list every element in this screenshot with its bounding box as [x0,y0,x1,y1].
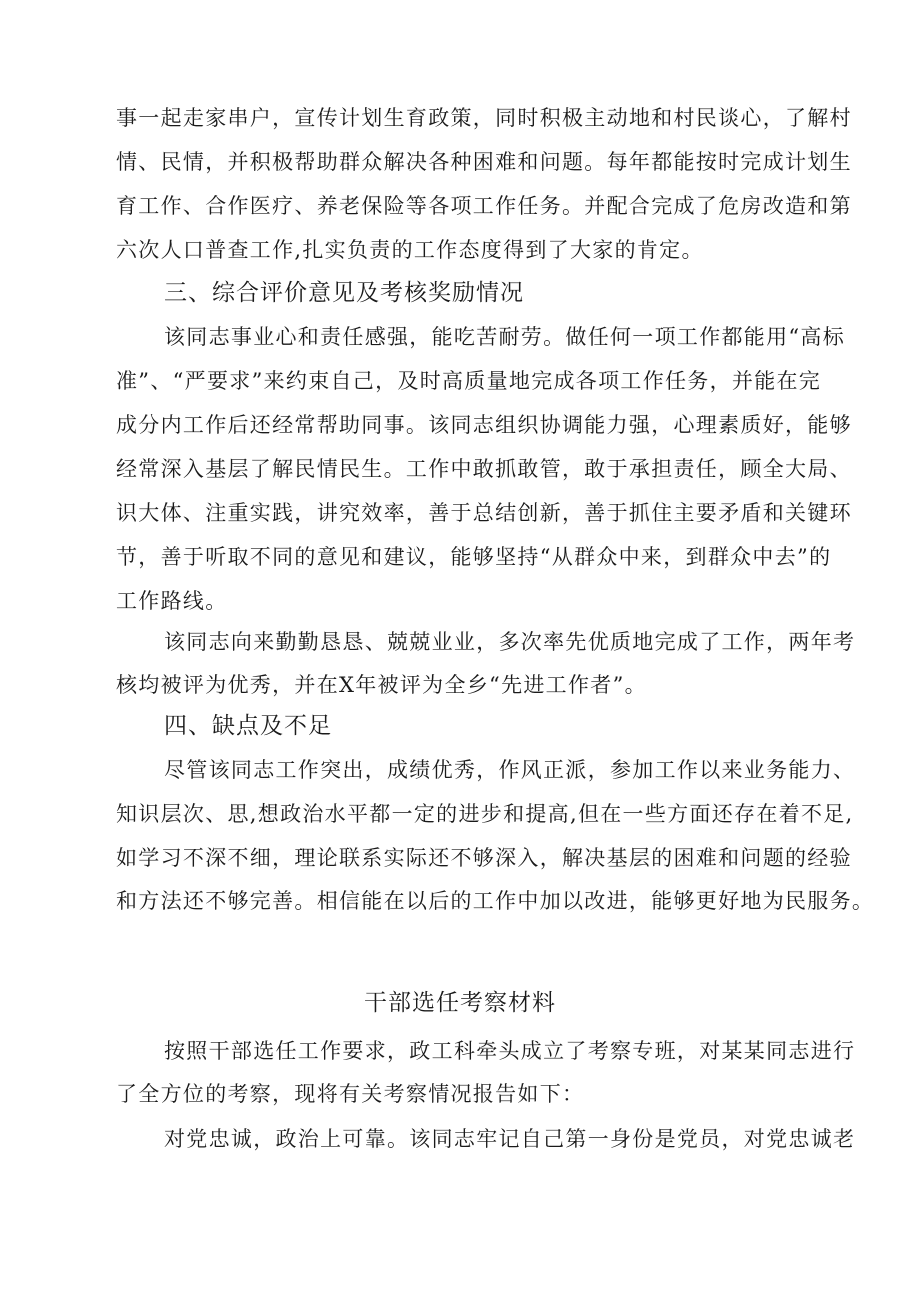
body-line: 工作路线。 [116,589,228,613]
body-line: 如学习不深不细，理论联系实际还不够深入，解决基层的困难和问题的经验 [116,846,852,870]
body-line: 尽管该同志工作突出，成绩优秀，作风正派，参加工作以来业务能力、 [164,758,856,782]
body-line: 六次人口普查工作,扎实负责的工作态度得到了大家的肯定。 [116,238,704,262]
body-line: 核均被评为优秀，并在X年被评为全乡“先进工作者”。 [116,673,647,697]
body-line: 节，善于听取不同的意见和建议，能够坚持“从群众中来，到群众中去”的 [116,545,832,569]
document-title: 干部选任考察材料 [364,990,556,1016]
body-line: 和方法还不够完善。相信能在以后的工作中加以改进，能够更好地为民服务。 [116,889,875,913]
body-line: 对党忠诚，政治上可靠。该同志牢记自己第一身份是党员，对党忠诚老 [164,1127,856,1151]
section-heading-evaluation: 三、综合评价意见及考核奖励情况 [164,280,524,306]
body-line: 育工作、合作医疗、养老保险等各项工作任务。并配合完成了危房改造和第 [116,194,852,218]
body-line: 了全方位的考察，现将有关考察情况报告如下： [116,1082,585,1106]
body-line: 知识层次、思,想政治水平都一定的进步和提高,但在一些方面还存在着不足, [116,802,854,826]
body-line: 经常深入基层了解民情民生。工作中敢抓敢管，敢于承担责任，顾全大局、 [116,457,852,481]
body-line: 情、民情，并积极帮助群众解决各种困难和问题。每年都能按时完成计划生 [116,150,852,174]
body-line: 按照干部选任工作要求，政工科牵头成立了考察专班，对某某同志进行 [164,1039,856,1063]
body-line: 该同志向来勤勤恳恳、兢兢业业，多次率先优质地完成了工作，两年考 [164,630,856,654]
body-line: 该同志事业心和责任感强，能吃苦耐劳。做任何一项工作都能用“高标 [164,325,846,349]
body-line: 事一起走家串户，宣传计划生育政策，同时积极主动地和村民谈心，了解村 [116,106,852,130]
section-heading-shortcomings: 四、缺点及不足 [164,713,332,739]
body-line: 成分内工作后还经常帮助同事。该同志组织协调能力强，心理素质好，能够 [116,413,852,437]
body-line: 准”、“严要求”来约束自己，及时高质量地完成各项工作任务，并能在完 [116,369,822,393]
body-line: 识大体、注重实践，讲究效率，善于总结创新，善于抓住主要矛盾和关键环 [116,501,852,525]
